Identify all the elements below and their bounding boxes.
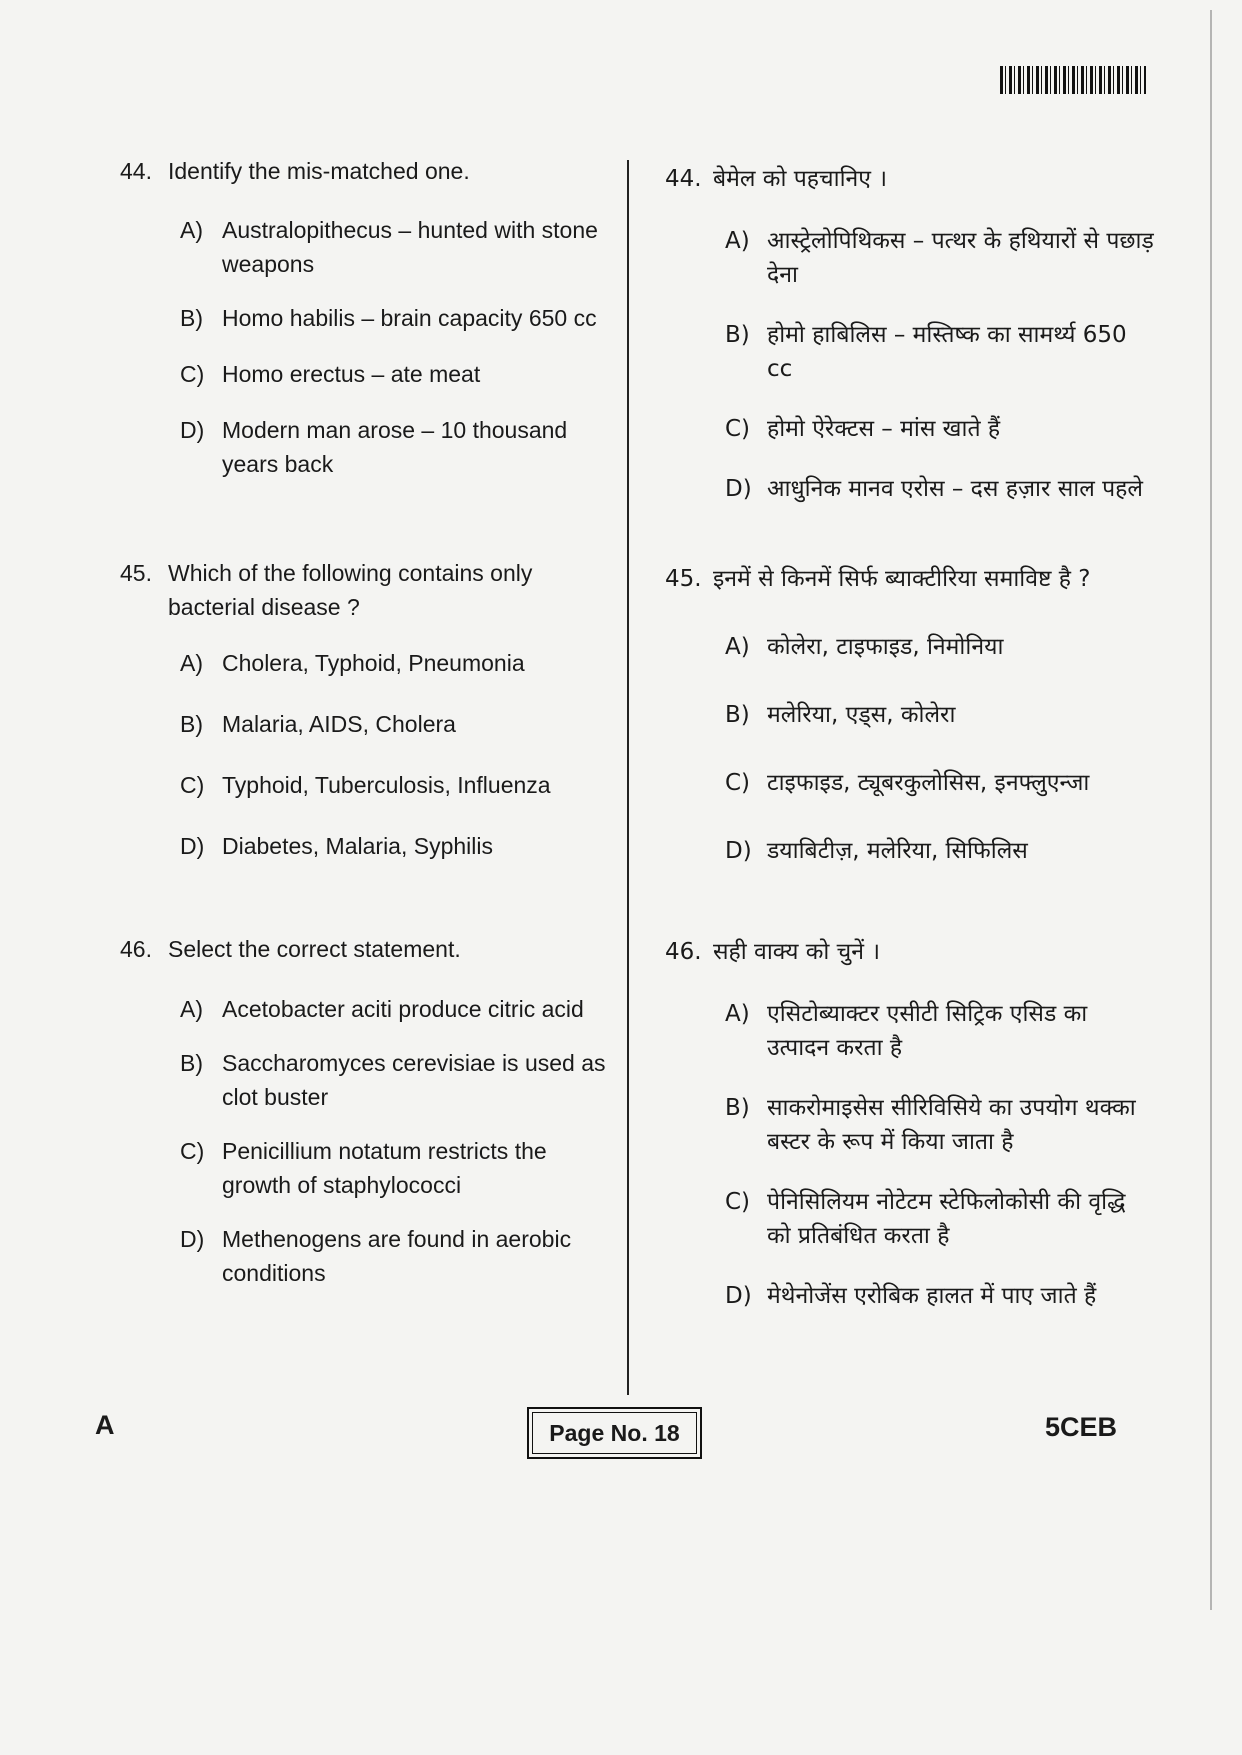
option-d: D) Methenogens are found in aerobic conditions [180, 1226, 572, 1286]
question-number: 46. [665, 939, 702, 965]
option-b: B) होमो हाबिलिस – मस्तिष्क का सामर्थ्य 650 cc [725, 322, 1127, 382]
page-number-box [527, 1407, 702, 1459]
question-45-hi [665, 562, 1155, 868]
option-b: B) साकरोमाइसेस सीरिविसिये का उपयोग थक्का बस्टर के रूप में किया जाता है [725, 1095, 1136, 1155]
option-a: A) एसिटोब्याक्टर एसीटी सिट्रिक एसिड का उत्पादन करता है [725, 1001, 1088, 1061]
option-d: D) मेथेनोजेंस एरोबिक हालत में पाए जाते हैं [725, 1283, 1097, 1309]
series-letter: A [95, 1410, 115, 1440]
question-text: Which of the following contains only bacterial disease ? [168, 560, 533, 620]
scan-edge [1210, 10, 1212, 1610]
question-number: 44. [665, 166, 702, 192]
option-c: C) Typhoid, Tuberculosis, Influenza [180, 772, 551, 798]
option-a: A) Cholera, Typhoid, Pneumonia [180, 650, 525, 676]
question-text: सही वाक्य को चुनें । [713, 939, 881, 965]
question-text: बेमेल को पहचानिए । [713, 166, 888, 192]
question-number: 44. [120, 158, 152, 184]
option-b: B) Homo habilis – brain capacity 650 cc [180, 305, 597, 331]
question-46-hi [665, 935, 1155, 1313]
option-a: A) आस्ट्रेलोपिथिकस – पत्थर के हथियारों से पछाड़ देना [725, 228, 1154, 288]
column-divider [627, 160, 629, 1395]
option-b: B) मलेरिया, एड्स, कोलेरा [725, 702, 956, 728]
barcode [1000, 66, 1146, 94]
option-d: D) Diabetes, Malaria, Syphilis [180, 833, 494, 859]
page-number: Page No. 18 [532, 1412, 697, 1454]
question-number: 45. [665, 566, 702, 592]
question-44-hi [665, 162, 1155, 506]
option-a: A) Australopithecus – hunted with stone weapons [180, 217, 598, 277]
option-d: D) आधुनिक मानव एरोस – दस हज़ार साल पहले [725, 476, 1143, 502]
option-c: C) टाइफाइड, ट्यूबरकुलोसिस, इनफ्लुएन्जा [725, 770, 1090, 796]
question-number: 46. [120, 936, 152, 962]
option-b: B) Saccharomyces cerevisiae is used as clot buster [180, 1050, 606, 1110]
option-a: A) कोलेरा, टाइफाइड, निमोनिया [725, 634, 1004, 660]
option-c: C) होमो ऐरेक्टस – मांस खाते हैं [725, 416, 1001, 442]
booklet-code: 5CEB [1045, 1412, 1118, 1442]
option-d: D) डयाबिटीज़, मलेरिया, सिफिलिस [725, 838, 1028, 864]
question-44-en [120, 154, 610, 481]
question-number: 45. [120, 560, 152, 586]
question-text: Identify the mis-matched one. [168, 158, 470, 184]
question-45-en [120, 556, 610, 863]
option-c: C) पेनिसिलियम नोटेटम स्टेफिलोकोसी की वृद्धि को प्रतिबंधित करता है [725, 1189, 1126, 1249]
option-b: B) Malaria, AIDS, Cholera [180, 711, 456, 737]
question-46-en [120, 932, 610, 1290]
option-a: A) Acetobacter aciti produce citric acid [180, 996, 584, 1022]
question-text: इनमें से किनमें सिर्फ ब्याक्टीरिया समाविष्ट है ? [713, 566, 1091, 592]
option-d: D) Modern man arose – 10 thousand years back [180, 417, 568, 477]
option-c: C) Homo erectus – ate meat [180, 361, 481, 387]
question-text: Select the correct statement. [168, 936, 461, 962]
option-c: C) Penicillium notatum restricts the growth of staphylococci [180, 1138, 547, 1198]
